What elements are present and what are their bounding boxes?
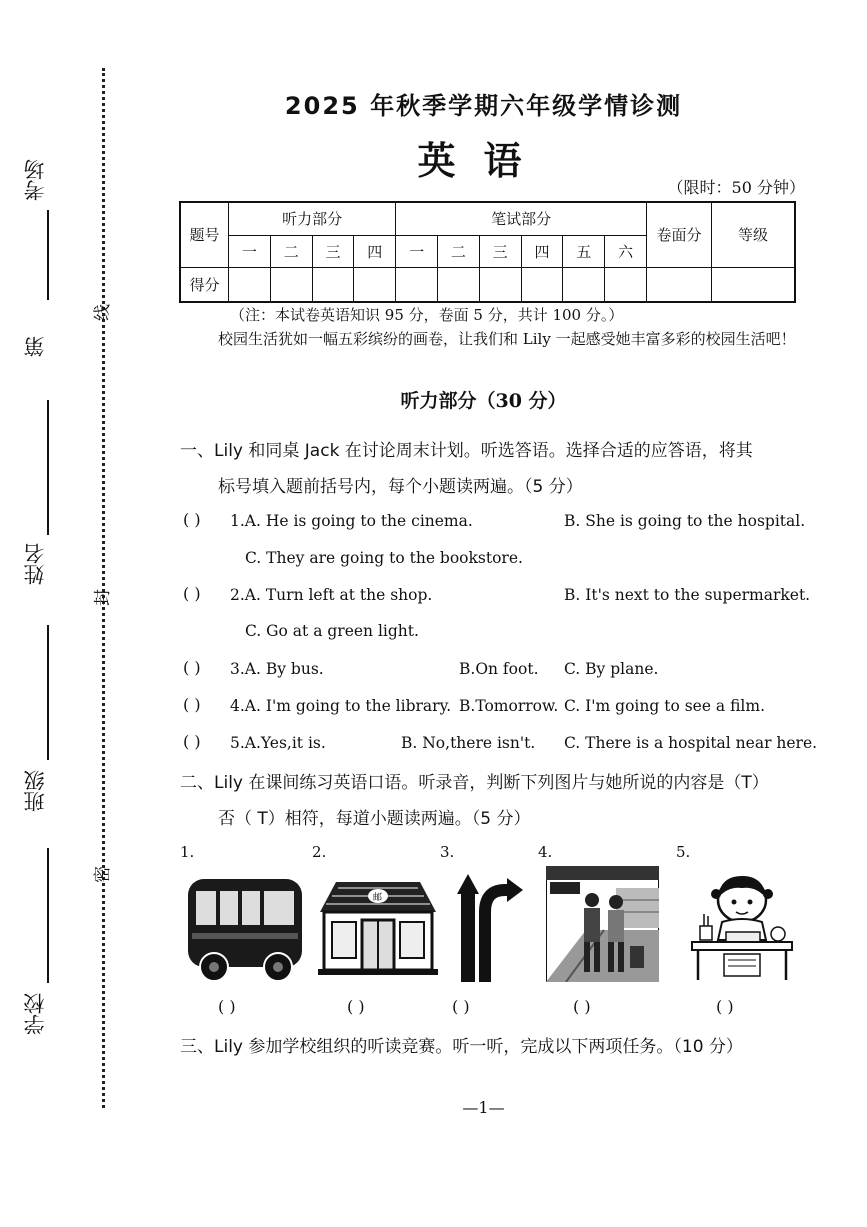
q3-option-a: 3.A. By bus. <box>230 660 324 678</box>
score-cell[interactable] <box>521 267 563 302</box>
answer-paren-1[interactable]: ( ) <box>183 510 201 529</box>
exam-title: 2025 年秋季学期六年级学情诊测 <box>284 92 683 120</box>
picture-number-1: 1. <box>180 843 195 861</box>
q1-option-a: 1.A. He is going to the cinema. <box>230 512 473 530</box>
q3-option-b: B.On foot. <box>459 660 539 678</box>
svg-text:邮: 邮 <box>373 893 383 903</box>
score-cell[interactable] <box>270 267 312 302</box>
intro-paragraph: 校园生活犹如一幅五彩缤纷的画卷，让我们和 Lily 一起感受她丰富多彩的校园生活吧！ <box>218 330 796 348</box>
listening-col-3: 三 <box>312 235 354 267</box>
part1-title-cont: 标号填入题前括号内，每个小题读两遍。（5 分） <box>218 477 583 497</box>
writing-col-5: 五 <box>563 235 605 267</box>
score-note: （注：本试卷英语知识 95 分，卷面 5 分，共计 100 分。） <box>230 306 624 324</box>
picture-answer-paren-4[interactable]: ( ) <box>573 997 591 1016</box>
score-cell[interactable] <box>312 267 354 302</box>
class-label: 班级 <box>23 770 47 812</box>
time-limit: （限时：50 分钟） <box>667 178 805 197</box>
part2-title-cont: 否（ T）相符，每道小题读两遍。（5 分） <box>218 809 531 829</box>
answer-paren-4[interactable]: ( ) <box>183 695 201 714</box>
picture-number-2: 2. <box>312 843 327 861</box>
turn-right-arrow-icon <box>457 872 523 982</box>
page-number: —1— <box>462 1098 505 1117</box>
class-blank <box>47 848 49 983</box>
exam-room-blank <box>47 210 49 300</box>
seal-char-feng: 封 <box>93 589 113 606</box>
q5-option-a: 5.A.Yes,it is. <box>230 734 326 752</box>
question-number-header: 题号 <box>180 202 229 267</box>
score-cell[interactable] <box>712 267 796 302</box>
writing-col-1: 一 <box>396 235 438 267</box>
q4-option-c: C. I'm going to see a film. <box>564 697 766 715</box>
name-label: 姓名 <box>23 543 47 585</box>
q5-option-c: C. There is a hospital near here. <box>564 734 818 752</box>
score-cell[interactable] <box>479 267 521 302</box>
listening-col-1: 一 <box>229 235 271 267</box>
q2-option-a: 2.A. Turn left at the shop. <box>230 586 433 604</box>
q5-option-b: B. No,there isn't. <box>401 734 536 752</box>
q1-option-b: B. She is going to the hospital. <box>564 512 806 530</box>
neatness-header: 卷面分 <box>647 202 712 267</box>
q2-option-b: B. It's next to the supermarket. <box>564 586 811 604</box>
writing-header: 笔试部分 <box>396 202 647 235</box>
seal-char-xian: 线 <box>93 304 113 321</box>
score-cell[interactable] <box>229 267 271 302</box>
score-cell[interactable] <box>354 267 396 302</box>
part2-title: 二、Lily 在课间练习英语口语。听录音，判断下列图片与她所说的内容是（T） <box>180 773 769 793</box>
picture-answer-paren-3[interactable]: ( ) <box>452 997 470 1016</box>
post-office-icon <box>318 876 438 976</box>
score-cell[interactable] <box>605 267 647 302</box>
score-cell[interactable] <box>396 267 438 302</box>
listening-section-title: 听力部分（30 分） <box>400 390 567 412</box>
picture-answer-paren-2[interactable]: ( ) <box>347 997 365 1016</box>
name-blank <box>47 625 49 760</box>
picture-answer-paren-5[interactable]: ( ) <box>716 997 734 1016</box>
part1-title: 一、Lily 和同桌 Jack 在讨论周末计划。听选答语。选择合适的应答语，将其 <box>180 441 753 461</box>
picture-number-4: 4. <box>538 843 553 861</box>
listening-col-4: 四 <box>354 235 396 267</box>
grade-header: 等级 <box>712 202 796 267</box>
score-cell[interactable] <box>647 267 712 302</box>
girl-studying-icon <box>690 874 796 982</box>
picture-number-3: 3. <box>440 843 455 861</box>
exam-room-label: 考场 <box>23 159 47 201</box>
score-row-label: 得分 <box>180 267 229 302</box>
writing-col-2: 二 <box>437 235 479 267</box>
picture-number-5: 5. <box>676 843 691 861</box>
score-cell[interactable] <box>437 267 479 302</box>
answer-paren-3[interactable]: ( ) <box>183 658 201 677</box>
q4-option-a: 4.A. I'm going to the library. <box>230 697 452 715</box>
q2-option-c: C. Go at a green light. <box>245 622 419 640</box>
answer-paren-2[interactable]: ( ) <box>183 584 201 603</box>
bus-icon <box>184 875 306 985</box>
score-cell[interactable] <box>563 267 605 302</box>
binding-dotted-line <box>102 68 105 1108</box>
score-table <box>179 201 796 303</box>
seat-label: 第 <box>23 336 47 358</box>
seat-blank <box>47 400 49 535</box>
listening-col-2: 二 <box>270 235 312 267</box>
writing-col-3: 三 <box>479 235 521 267</box>
part3-title: 三、Lily 参加学校组织的听读竞赛。听一听，完成以下两项任务。（10 分） <box>180 1037 743 1057</box>
train-station-icon <box>546 866 659 982</box>
writing-col-6: 六 <box>605 235 647 267</box>
school-label: 学校 <box>23 993 47 1035</box>
writing-col-4: 四 <box>521 235 563 267</box>
q3-option-c: C. By plane. <box>564 660 659 678</box>
picture-answer-paren-1[interactable]: ( ) <box>218 997 236 1016</box>
subject-title: 英语 <box>417 139 550 183</box>
q1-option-c: C. They are going to the bookstore. <box>245 549 523 567</box>
q4-option-b: B.Tomorrow. <box>459 697 559 715</box>
seal-char-mi: 密 <box>93 866 113 883</box>
answer-paren-5[interactable]: ( ) <box>183 732 201 751</box>
listening-header: 听力部分 <box>229 202 396 235</box>
